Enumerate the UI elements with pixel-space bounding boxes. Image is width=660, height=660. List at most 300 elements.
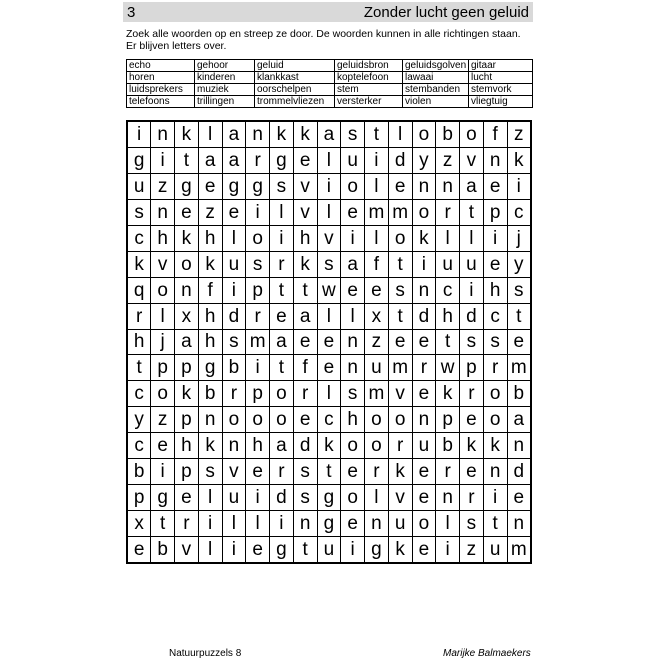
grid-cell[interactable]: o <box>270 381 294 407</box>
grid-cell[interactable]: e <box>293 148 317 174</box>
grid-cell[interactable]: c <box>436 277 460 303</box>
grid-cell[interactable]: v <box>175 536 199 563</box>
grid-cell[interactable]: d <box>507 459 531 485</box>
grid-cell[interactable]: r <box>436 199 460 225</box>
grid-cell[interactable]: o <box>388 225 412 251</box>
grid-cell[interactable]: k <box>460 433 484 459</box>
grid-cell[interactable]: y <box>507 251 531 277</box>
grid-cell[interactable]: j <box>507 225 531 251</box>
grid-cell[interactable]: l <box>388 121 412 148</box>
grid-row <box>127 485 531 511</box>
grid-cell[interactable]: t <box>293 277 317 303</box>
grid-cell[interactable]: m <box>246 329 270 355</box>
grid-cell[interactable]: l <box>436 225 460 251</box>
grid-cell[interactable]: b <box>436 433 460 459</box>
grid-cell[interactable]: l <box>317 381 341 407</box>
grid-cell[interactable]: h <box>198 225 222 251</box>
grid-cell[interactable]: s <box>507 277 531 303</box>
grid-cell[interactable]: w <box>317 277 341 303</box>
grid-cell[interactable]: i <box>483 225 507 251</box>
grid-cell[interactable]: n <box>412 173 436 199</box>
grid-cell[interactable]: n <box>341 355 365 381</box>
grid-cell[interactable]: i <box>222 277 246 303</box>
grid-cell[interactable]: k <box>198 433 222 459</box>
grid-cell[interactable]: u <box>436 251 460 277</box>
grid-cell[interactable]: n <box>151 199 175 225</box>
grid-cell[interactable]: u <box>317 536 341 563</box>
grid-cell[interactable]: e <box>483 251 507 277</box>
grid-cell[interactable]: n <box>412 407 436 433</box>
grid-cell[interactable]: b <box>436 121 460 148</box>
grid-cell[interactable]: o <box>388 407 412 433</box>
grid-cell[interactable]: f <box>293 355 317 381</box>
grid-cell[interactable]: w <box>436 355 460 381</box>
grid-cell[interactable]: i <box>246 199 270 225</box>
grid-cell[interactable]: k <box>198 251 222 277</box>
grid-cell[interactable]: x <box>175 303 199 329</box>
grid-cell[interactable]: e <box>317 355 341 381</box>
grid-cell[interactable]: i <box>151 148 175 174</box>
grid-cell[interactable]: k <box>175 121 199 148</box>
grid-cell[interactable]: a <box>222 121 246 148</box>
grid-cell[interactable]: k <box>293 251 317 277</box>
grid-cell[interactable]: r <box>175 510 199 536</box>
grid-cell[interactable]: g <box>270 536 294 563</box>
grid-cell[interactable]: e <box>270 303 294 329</box>
grid-cell[interactable]: m <box>507 536 531 563</box>
grid-cell[interactable]: d <box>293 433 317 459</box>
grid-cell[interactable]: z <box>436 148 460 174</box>
grid-cell[interactable]: l <box>198 121 222 148</box>
grid-cell[interactable]: e <box>293 329 317 355</box>
grid-cell[interactable]: e <box>198 173 222 199</box>
grid-cell[interactable]: k <box>293 121 317 148</box>
grid-cell[interactable]: r <box>365 459 389 485</box>
grid-cell[interactable]: b <box>222 355 246 381</box>
word-list-item: vliegtuig <box>469 96 533 108</box>
grid-cell[interactable]: i <box>198 510 222 536</box>
grid-cell[interactable]: o <box>365 433 389 459</box>
grid-cell[interactable]: i <box>341 225 365 251</box>
grid-cell[interactable]: r <box>412 355 436 381</box>
grid-cell[interactable]: t <box>270 355 294 381</box>
grid-cell[interactable]: e <box>460 407 484 433</box>
grid-cell[interactable]: i <box>127 121 151 148</box>
grid-cell[interactable]: e <box>412 381 436 407</box>
grid-cell[interactable]: k <box>317 433 341 459</box>
letter-grid <box>126 120 532 564</box>
grid-cell[interactable]: n <box>507 510 531 536</box>
grid-cell[interactable]: v <box>151 251 175 277</box>
grid-cell[interactable]: s <box>246 251 270 277</box>
grid-cell[interactable]: k <box>127 251 151 277</box>
grid-cell[interactable]: t <box>293 536 317 563</box>
grid-cell[interactable]: t <box>365 121 389 148</box>
grid-cell[interactable]: k <box>436 381 460 407</box>
grid-cell[interactable]: l <box>198 485 222 511</box>
grid-cell[interactable]: h <box>436 303 460 329</box>
grid-cell[interactable]: a <box>270 433 294 459</box>
grid-cell[interactable]: m <box>365 381 389 407</box>
grid-cell[interactable]: n <box>222 433 246 459</box>
grid-cell[interactable]: f <box>198 277 222 303</box>
grid-cell[interactable]: s <box>127 199 151 225</box>
grid-cell[interactable]: o <box>175 251 199 277</box>
grid-cell[interactable]: i <box>460 277 484 303</box>
grid-cell[interactable]: h <box>341 407 365 433</box>
word-list-item: lawaai <box>403 72 469 84</box>
grid-cell[interactable]: k <box>175 381 199 407</box>
grid-cell[interactable]: e <box>388 173 412 199</box>
grid-cell[interactable]: e <box>412 459 436 485</box>
grid-cell[interactable]: d <box>222 303 246 329</box>
grid-cell[interactable]: t <box>127 355 151 381</box>
grid-cell[interactable]: p <box>175 459 199 485</box>
grid-cell[interactable]: p <box>246 277 270 303</box>
grid-cell[interactable]: r <box>436 459 460 485</box>
grid-cell[interactable]: r <box>293 381 317 407</box>
grid-cell[interactable]: f <box>483 121 507 148</box>
grid-cell[interactable]: l <box>436 510 460 536</box>
grid-cell[interactable]: c <box>507 199 531 225</box>
grid-cell[interactable]: o <box>270 407 294 433</box>
grid-cell[interactable]: i <box>436 536 460 563</box>
grid-cell[interactable]: k <box>388 536 412 563</box>
grid-cell[interactable]: b <box>198 381 222 407</box>
grid-cell[interactable]: e <box>460 459 484 485</box>
grid-cell[interactable]: r <box>460 485 484 511</box>
grid-cell[interactable]: l <box>317 148 341 174</box>
grid-cell[interactable]: l <box>270 199 294 225</box>
grid-cell[interactable]: r <box>460 381 484 407</box>
grid-cell[interactable]: e <box>246 459 270 485</box>
grid-cell[interactable]: o <box>151 381 175 407</box>
grid-cell[interactable]: e <box>507 485 531 511</box>
grid-cell[interactable]: i <box>317 173 341 199</box>
grid-cell[interactable]: t <box>175 148 199 174</box>
grid-cell[interactable]: j <box>151 329 175 355</box>
grid-cell[interactable]: e <box>507 329 531 355</box>
grid-cell[interactable]: z <box>151 407 175 433</box>
grid-cell[interactable]: r <box>222 381 246 407</box>
grid-cell[interactable]: o <box>412 121 436 148</box>
grid-cell[interactable]: i <box>222 536 246 563</box>
grid-cell[interactable]: d <box>460 303 484 329</box>
grid-cell[interactable]: a <box>460 173 484 199</box>
grid-cell[interactable]: h <box>198 329 222 355</box>
grid-cell[interactable]: e <box>412 485 436 511</box>
grid-cell[interactable]: u <box>365 355 389 381</box>
grid-cell[interactable]: v <box>317 225 341 251</box>
grid-cell[interactable]: k <box>412 225 436 251</box>
grid-cell[interactable]: u <box>222 485 246 511</box>
grid-cell[interactable]: v <box>293 199 317 225</box>
grid-cell[interactable]: g <box>317 485 341 511</box>
grid-cell[interactable]: s <box>460 510 484 536</box>
grid-cell[interactable]: b <box>151 536 175 563</box>
grid-cell[interactable]: t <box>388 303 412 329</box>
grid-cell[interactable]: p <box>460 355 484 381</box>
grid-cell[interactable]: i <box>507 173 531 199</box>
grid-cell[interactable]: d <box>412 303 436 329</box>
grid-cell[interactable]: m <box>507 355 531 381</box>
grid-cell[interactable]: e <box>175 199 199 225</box>
word-list-row <box>127 60 533 72</box>
grid-cell[interactable]: z <box>198 199 222 225</box>
grid-cell[interactable]: d <box>270 485 294 511</box>
grid-cell[interactable]: m <box>365 199 389 225</box>
grid-cell[interactable]: l <box>317 303 341 329</box>
grid-cell[interactable]: t <box>460 199 484 225</box>
grid-cell[interactable]: s <box>270 173 294 199</box>
grid-cell[interactable]: n <box>175 277 199 303</box>
grid-cell[interactable]: v <box>388 381 412 407</box>
grid-cell[interactable]: l <box>317 199 341 225</box>
grid-cell[interactable]: i <box>365 148 389 174</box>
grid-cell[interactable]: t <box>436 329 460 355</box>
grid-cell[interactable]: u <box>460 251 484 277</box>
grid-cell[interactable]: o <box>151 277 175 303</box>
grid-cell[interactable]: g <box>127 148 151 174</box>
grid-cell[interactable]: e <box>341 459 365 485</box>
grid-cell[interactable]: t <box>483 510 507 536</box>
grid-cell[interactable]: s <box>293 485 317 511</box>
grid-cell[interactable]: l <box>151 303 175 329</box>
grid-cell[interactable]: b <box>507 381 531 407</box>
grid-cell[interactable]: e <box>365 277 389 303</box>
grid-cell[interactable]: e <box>412 329 436 355</box>
grid-cell[interactable]: a <box>198 148 222 174</box>
grid-cell[interactable]: g <box>317 510 341 536</box>
grid-cell[interactable]: u <box>222 251 246 277</box>
grid-cell[interactable]: y <box>127 407 151 433</box>
grid-cell[interactable]: i <box>270 225 294 251</box>
grid-cell[interactable]: n <box>436 173 460 199</box>
grid-cell[interactable]: e <box>317 329 341 355</box>
grid-cell[interactable]: m <box>388 199 412 225</box>
grid-cell[interactable]: t <box>151 510 175 536</box>
grid-cell[interactable]: o <box>246 407 270 433</box>
grid-cell[interactable]: l <box>246 510 270 536</box>
grid-cell[interactable]: g <box>365 536 389 563</box>
grid-cell[interactable]: a <box>293 303 317 329</box>
grid-cell[interactable]: x <box>127 510 151 536</box>
grid-cell[interactable]: m <box>388 355 412 381</box>
grid-cell[interactable]: u <box>483 536 507 563</box>
grid-cell[interactable]: u <box>412 433 436 459</box>
grid-cell[interactable]: r <box>270 459 294 485</box>
grid-cell[interactable]: l <box>222 510 246 536</box>
grid-cell[interactable]: a <box>270 329 294 355</box>
grid-cell[interactable]: e <box>151 433 175 459</box>
grid-cell[interactable]: p <box>151 355 175 381</box>
grid-cell[interactable]: g <box>198 355 222 381</box>
grid-cell[interactable]: t <box>270 277 294 303</box>
grid-cell[interactable]: c <box>127 433 151 459</box>
grid-cell[interactable]: h <box>175 433 199 459</box>
grid-cell[interactable]: o <box>341 173 365 199</box>
word-list-row <box>127 72 533 84</box>
grid-cell[interactable]: r <box>246 303 270 329</box>
grid-cell[interactable]: p <box>175 355 199 381</box>
grid-cell[interactable]: r <box>388 433 412 459</box>
grid-cell[interactable]: x <box>365 303 389 329</box>
grid-cell[interactable]: n <box>436 485 460 511</box>
grid-cell[interactable]: e <box>175 485 199 511</box>
grid-cell[interactable]: a <box>222 148 246 174</box>
grid-cell[interactable]: k <box>175 225 199 251</box>
grid-cell[interactable]: c <box>127 381 151 407</box>
grid-cell[interactable]: h <box>198 303 222 329</box>
grid-cell[interactable]: h <box>483 277 507 303</box>
grid-cell[interactable]: n <box>246 121 270 148</box>
grid-cell[interactable]: t <box>317 459 341 485</box>
grid-cell[interactable]: e <box>341 277 365 303</box>
grid-cell[interactable]: s <box>460 329 484 355</box>
grid-cell[interactable]: k <box>270 121 294 148</box>
grid-cell[interactable]: o <box>412 510 436 536</box>
grid-cell[interactable]: l <box>198 536 222 563</box>
grid-cell[interactable]: a <box>175 329 199 355</box>
grid-cell[interactable]: o <box>460 121 484 148</box>
word-list-item: klankkast <box>255 72 335 84</box>
grid-cell[interactable]: s <box>341 381 365 407</box>
grid-cell[interactable]: e <box>127 536 151 563</box>
grid-cell[interactable]: v <box>388 485 412 511</box>
grid-cell[interactable]: f <box>365 251 389 277</box>
grid-cell[interactable]: z <box>507 121 531 148</box>
grid-cell[interactable]: n <box>341 329 365 355</box>
grid-cell[interactable]: g <box>246 173 270 199</box>
grid-cell[interactable]: e <box>341 510 365 536</box>
grid-cell[interactable]: s <box>317 251 341 277</box>
grid-cell[interactable]: l <box>222 225 246 251</box>
grid-cell[interactable]: l <box>365 173 389 199</box>
grid-cell[interactable]: n <box>412 277 436 303</box>
grid-cell[interactable]: r <box>127 303 151 329</box>
grid-cell[interactable]: c <box>483 303 507 329</box>
grid-cell[interactable]: y <box>412 148 436 174</box>
grid-cell[interactable]: n <box>483 459 507 485</box>
grid-cell[interactable]: v <box>460 148 484 174</box>
grid-cell[interactable]: o <box>483 407 507 433</box>
grid-cell[interactable]: p <box>246 381 270 407</box>
grid-cell[interactable]: e <box>341 199 365 225</box>
grid-cell[interactable]: l <box>365 225 389 251</box>
grid-cell[interactable]: g <box>151 485 175 511</box>
grid-cell[interactable]: q <box>127 277 151 303</box>
grid-cell[interactable]: z <box>151 173 175 199</box>
grid-cell[interactable]: u <box>341 148 365 174</box>
grid-cell[interactable]: z <box>460 536 484 563</box>
grid-cell[interactable]: h <box>293 225 317 251</box>
grid-cell[interactable]: e <box>293 407 317 433</box>
grid-cell[interactable]: l <box>365 485 389 511</box>
grid-cell[interactable]: s <box>222 329 246 355</box>
grid-cell[interactable]: o <box>246 225 270 251</box>
grid-cell[interactable]: p <box>175 407 199 433</box>
grid-cell[interactable]: i <box>483 485 507 511</box>
grid-cell[interactable]: u <box>127 173 151 199</box>
word-list-item: gitaar <box>469 60 533 72</box>
grid-cell[interactable]: h <box>127 329 151 355</box>
grid-cell[interactable]: g <box>270 148 294 174</box>
grid-cell[interactable]: s <box>341 121 365 148</box>
grid-cell[interactable]: t <box>507 303 531 329</box>
grid-cell[interactable]: s <box>198 459 222 485</box>
grid-cell[interactable]: n <box>507 433 531 459</box>
grid-cell[interactable]: i <box>246 485 270 511</box>
grid-cell[interactable]: i <box>151 459 175 485</box>
grid-cell[interactable]: e <box>412 536 436 563</box>
grid-cell[interactable]: n <box>483 148 507 174</box>
grid-cell[interactable]: i <box>412 251 436 277</box>
grid-cell[interactable]: p <box>436 407 460 433</box>
grid-cell[interactable]: o <box>483 381 507 407</box>
grid-cell[interactable]: k <box>507 148 531 174</box>
grid-cell[interactable]: o <box>365 407 389 433</box>
instructions <box>126 28 536 52</box>
grid-cell[interactable]: p <box>127 485 151 511</box>
grid-cell[interactable]: s <box>293 459 317 485</box>
grid-cell[interactable]: t <box>388 251 412 277</box>
grid-cell[interactable]: n <box>365 510 389 536</box>
grid-cell[interactable]: z <box>365 329 389 355</box>
grid-cell[interactable]: i <box>246 355 270 381</box>
grid-cell[interactable]: v <box>293 173 317 199</box>
grid-cell[interactable]: c <box>317 407 341 433</box>
grid-cell[interactable]: k <box>483 433 507 459</box>
grid-cell[interactable]: a <box>317 121 341 148</box>
grid-cell[interactable]: s <box>483 329 507 355</box>
grid-cell[interactable]: r <box>246 148 270 174</box>
grid-cell[interactable]: l <box>341 303 365 329</box>
grid-cell[interactable]: b <box>127 459 151 485</box>
grid-cell[interactable]: r <box>270 251 294 277</box>
grid-cell[interactable]: n <box>198 407 222 433</box>
grid-cell[interactable]: k <box>388 459 412 485</box>
grid-cell[interactable]: o <box>222 407 246 433</box>
grid-cell[interactable]: v <box>222 459 246 485</box>
grid-cell[interactable]: o <box>412 199 436 225</box>
grid-cell[interactable]: c <box>127 225 151 251</box>
grid-cell[interactable]: g <box>175 173 199 199</box>
grid-cell[interactable]: e <box>246 536 270 563</box>
word-list-item: gehoor <box>195 60 255 72</box>
grid-cell[interactable]: h <box>246 433 270 459</box>
grid-cell[interactable]: e <box>222 199 246 225</box>
grid-cell[interactable]: a <box>507 407 531 433</box>
grid-cell[interactable]: o <box>341 433 365 459</box>
grid-cell[interactable]: u <box>388 510 412 536</box>
grid-cell[interactable]: o <box>341 485 365 511</box>
grid-cell[interactable]: l <box>460 225 484 251</box>
grid-cell[interactable]: i <box>341 536 365 563</box>
grid-row <box>127 251 531 277</box>
grid-cell[interactable]: p <box>483 199 507 225</box>
grid-cell[interactable]: n <box>293 510 317 536</box>
grid-cell[interactable]: d <box>388 148 412 174</box>
grid-cell[interactable]: e <box>483 173 507 199</box>
grid-cell[interactable]: r <box>483 355 507 381</box>
grid-cell[interactable]: a <box>341 251 365 277</box>
grid-cell[interactable]: h <box>151 225 175 251</box>
grid-cell[interactable]: n <box>151 121 175 148</box>
grid-cell[interactable]: s <box>388 277 412 303</box>
grid-cell[interactable]: i <box>270 510 294 536</box>
grid-cell[interactable]: e <box>388 329 412 355</box>
grid-cell[interactable]: g <box>222 173 246 199</box>
